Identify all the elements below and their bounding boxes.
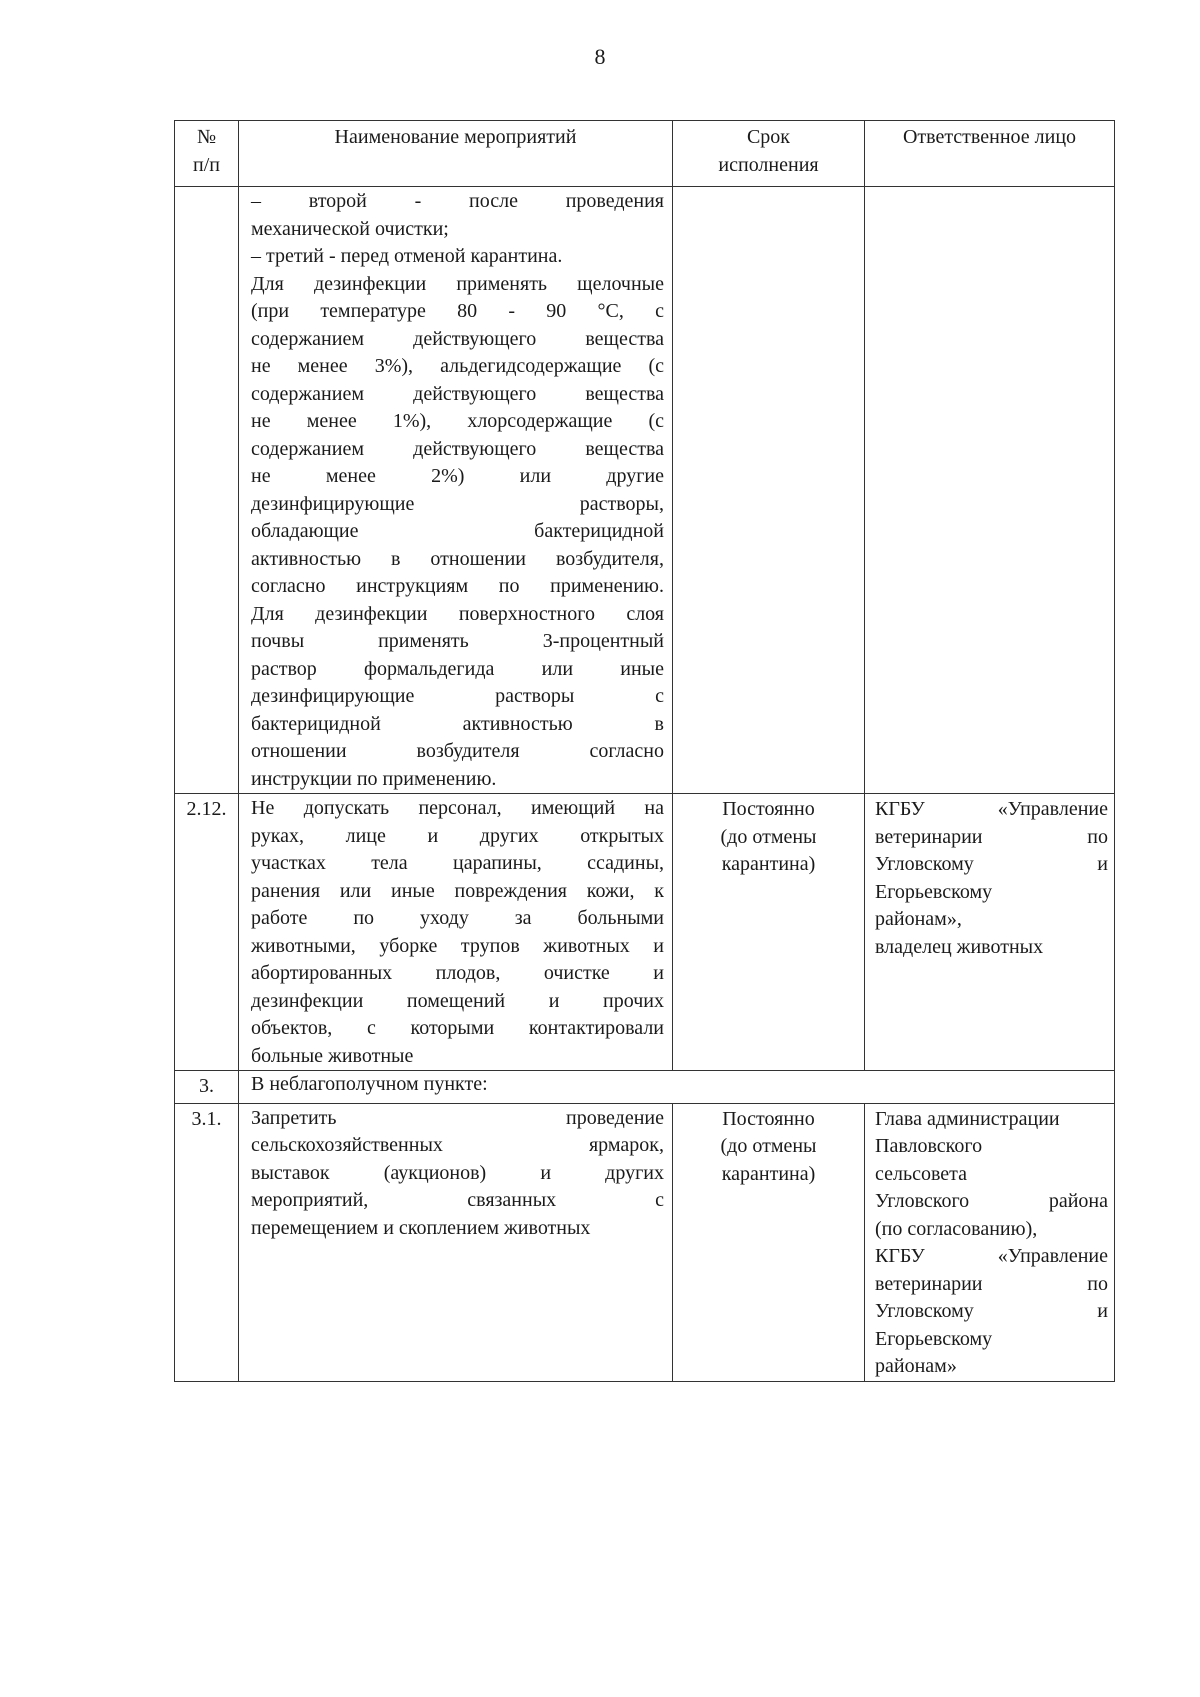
header-num	[175, 121, 239, 187]
term-text-line: карантина)	[721, 853, 816, 875]
table-row	[175, 1103, 1115, 1381]
responsible-text-line: Угловского района	[875, 1190, 1108, 1212]
measure-text-line: мероприятий, связанных с	[251, 1189, 664, 1211]
table-row	[175, 187, 1115, 794]
measure-text-line: содержанием действующего вещества	[251, 327, 664, 350]
term-text-line: (до отмены	[720, 825, 817, 848]
measure-text-line: – третий - перед отменой карантина.	[251, 245, 563, 267]
measure-text-line: обладающие бактерицидной	[251, 520, 664, 542]
measure-text-line: В неблагополучном пункте:	[251, 1073, 488, 1095]
measure-text-line: ранения или иные повреждения кожи, к	[251, 879, 664, 902]
measure-text-line: животными, уборке трупов животных и	[251, 934, 664, 957]
row-number	[175, 187, 238, 191]
measure-text-line: не менее 2%) или другие	[251, 465, 664, 487]
measure-text-line: почвы применять 3-процентный	[251, 630, 664, 652]
term-text-line: (до отмены	[720, 1135, 817, 1157]
measure-text-line: дезинфицирующие растворы,	[251, 492, 664, 515]
row-number: 3.1.	[191, 1107, 222, 1130]
table-header-row	[175, 121, 1115, 187]
responsible-text-line: сельсовета	[875, 1162, 968, 1185]
measure-text-line: перемещением и скоплением животных	[251, 1216, 591, 1239]
measure-text-line: бактерицидной активностью в	[251, 712, 664, 735]
header-num-line: п/п	[193, 153, 220, 176]
measure-text-line: активностью в отношении возбудителя,	[251, 547, 664, 570]
measure-text-line: не менее 1%), хлорсодержащие (с	[251, 410, 664, 432]
responsible-cell	[865, 187, 1115, 794]
table-row	[175, 794, 1115, 1071]
measure-text-line: Для дезинфекции применять щелочные	[251, 272, 664, 295]
measure-text-line: руках, лице и других открытых	[251, 824, 664, 847]
row-number-cell	[175, 1103, 239, 1381]
term-cell	[673, 187, 865, 794]
responsible-text-line: районам»,	[875, 908, 962, 930]
table-section-row	[175, 1071, 1115, 1104]
responsible-text-line: Угловскому и	[875, 1300, 1108, 1322]
measure-text-line: раствор формальдегида или иные	[251, 657, 664, 680]
header-num-line: №	[196, 126, 217, 148]
header-responsible-line: Ответственное лицо	[902, 126, 1077, 148]
measure-text-line: дезинфекции помещений и прочих	[251, 989, 664, 1012]
measures-table	[174, 120, 1115, 1382]
measure-text-line: содержанием действующего вещества	[251, 382, 664, 405]
responsible-text-line: Угловскому и	[875, 853, 1108, 875]
responsible-text-line: владелец животных	[875, 935, 1044, 958]
responsible-text-line: Егорьевскому	[875, 1327, 993, 1350]
measure-text-line: объектов, с которыми контактировали	[251, 1017, 664, 1039]
row-number: 3.	[199, 1075, 214, 1097]
measure-text-line: инструкции по применению.	[251, 767, 497, 790]
measure-text-line: выставок (аукционов) и других	[251, 1161, 664, 1184]
measure-text-line: больные животные	[251, 1044, 414, 1067]
responsible-text-line: КГБУ «Управление	[875, 798, 1108, 820]
responsible-text-line: ветеринарии по	[875, 825, 1108, 848]
header-name	[239, 121, 673, 187]
measure-text-line: не менее 3%), альдегидсодержащие (с	[251, 355, 664, 377]
header-responsible	[865, 121, 1115, 187]
header-name-line: Наименование мероприятий	[334, 126, 577, 148]
header-term-line: Срок	[746, 126, 791, 148]
measure-text-line: (при температуре 80 - 90 °С, с	[251, 300, 664, 322]
term-cell	[673, 794, 865, 1071]
term-cell	[673, 1103, 865, 1381]
measure-text-line: механической очистки;	[251, 217, 449, 240]
row-number-cell	[175, 794, 239, 1071]
measure-description-cell	[239, 1071, 1115, 1104]
measure-text-line: отношении возбудителя согласно	[251, 740, 664, 762]
responsible-text-line: Егорьевскому	[875, 880, 993, 903]
measure-description-cell	[239, 187, 673, 794]
measure-text-line: Для дезинфекции поверхностного слоя	[251, 602, 664, 625]
responsible-text-line: Глава администрации	[875, 1107, 1060, 1130]
measure-text-line: сельскохозяйственных ярмарок,	[251, 1134, 664, 1156]
term-text-line: карантина)	[721, 1162, 816, 1185]
measure-text-line: абортированных плодов, очистке и	[251, 962, 664, 984]
term-text-line: Постоянно	[722, 798, 815, 820]
row-number-cell	[175, 1071, 239, 1104]
responsible-cell	[865, 794, 1115, 1071]
measure-text-line: дезинфицирующие растворы с	[251, 685, 664, 707]
measure-text-line: согласно инструкциям по применению.	[251, 575, 664, 597]
responsible-text-line: Павловского	[875, 1135, 983, 1157]
measure-description-cell	[239, 794, 673, 1071]
responsible-text-line: районам»	[875, 1355, 957, 1377]
header-term-line: исполнения	[718, 153, 819, 176]
measure-text-line: Не допускать персонал, имеющий на	[251, 797, 664, 819]
measure-description-cell	[239, 1103, 673, 1381]
responsible-text-line: ветеринарии по	[875, 1272, 1108, 1295]
page-number: 8	[594, 44, 606, 69]
row-number: 2.12.	[186, 798, 227, 820]
term-text-line: Постоянно	[722, 1107, 815, 1130]
row-number-cell	[175, 187, 239, 794]
responsible-text-line: (по согласованию),	[875, 1217, 1038, 1240]
responsible-text-line: КГБУ «Управление	[875, 1245, 1108, 1267]
measure-text-line: участках тела царапины, ссадины,	[251, 852, 664, 874]
measure-text-line: Запретить проведение	[251, 1106, 664, 1129]
measure-text-line: – второй - после проведения	[251, 190, 664, 212]
measure-text-line: содержанием действующего вещества	[251, 437, 664, 460]
responsible-cell	[865, 1103, 1115, 1381]
header-term	[673, 121, 865, 187]
measure-text-line: работе по уходу за больными	[251, 907, 664, 929]
